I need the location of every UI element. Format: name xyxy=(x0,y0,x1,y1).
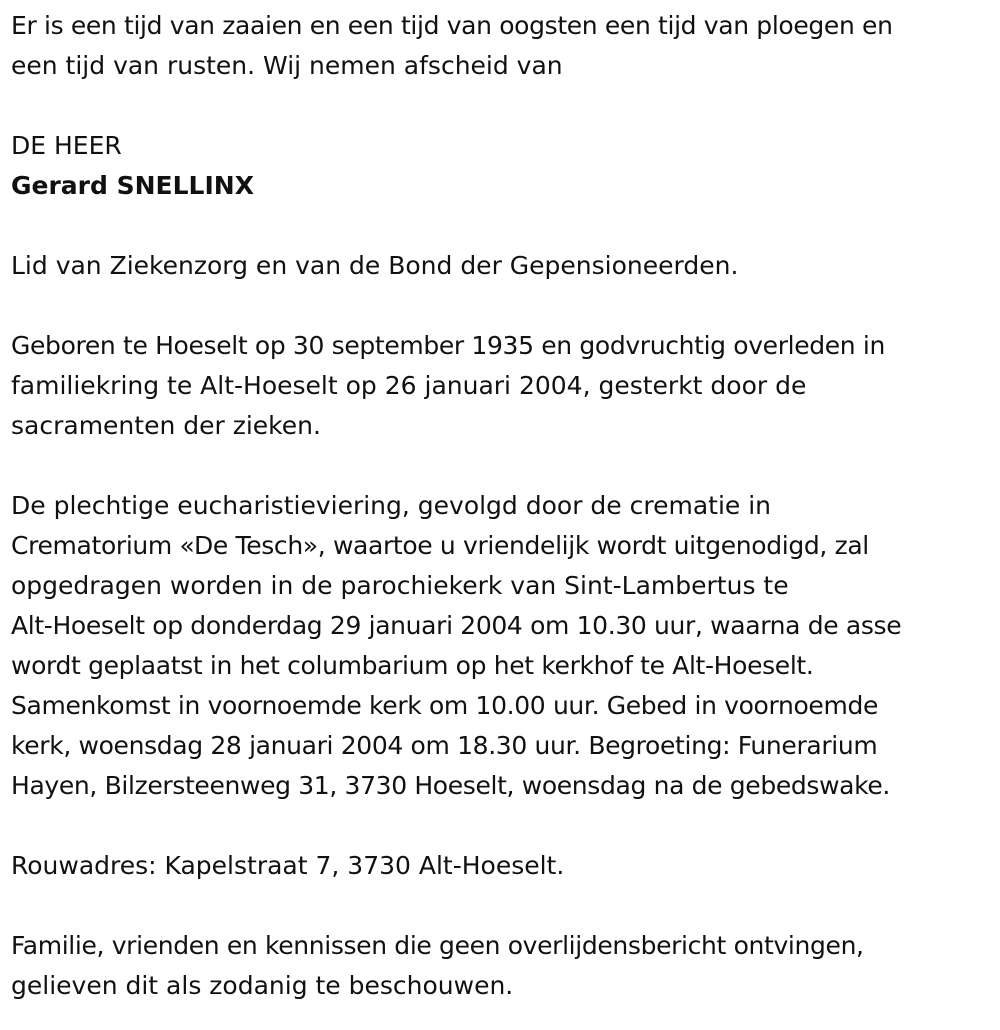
ceremony-line-4: Alt-Hoeselt op donderdag 29 januari 2004 om 10.30 uur, waarna de asse xyxy=(11,611,902,640)
opening-line-1: Er is een tijd van zaaien en een tijd van oogsten een tijd van ploegen en xyxy=(11,11,893,40)
birth-death-line-2: familiekring te Alt-Hoeselt op 26 januari 2004, gesterkt door de xyxy=(11,371,807,400)
spacer xyxy=(11,446,991,486)
ceremony-line-8: Hayen, Bilzersteenweg 31, 3730 Hoeselt, woensdag na de gebedswake. xyxy=(11,771,891,800)
birth-death-paragraph xyxy=(11,326,991,446)
spacer xyxy=(11,806,991,846)
membership-line: Lid van Ziekenzorg en van de Bond der Gepensioneerden. xyxy=(11,251,739,280)
closing-line-1: Familie, vrienden en kennissen die geen overlijdensbericht ontvingen, xyxy=(11,931,864,960)
obituary-notice xyxy=(11,6,991,1006)
deceased-name: Gerard SNELLINX xyxy=(11,171,254,200)
address-paragraph xyxy=(11,846,991,886)
spacer xyxy=(11,286,991,326)
spacer xyxy=(11,86,991,126)
closing-paragraph xyxy=(11,926,991,1006)
deceased-title: DE HEER xyxy=(11,131,122,160)
opening-paragraph xyxy=(11,6,991,86)
ceremony-line-1: De plechtige eucharistieviering, gevolgd door de crematie in xyxy=(11,491,772,520)
opening-line-2: een tijd van rusten. Wij nemen afscheid van xyxy=(11,51,563,80)
membership-paragraph xyxy=(11,246,991,286)
ceremony-line-5: wordt geplaatst in het columbarium op het kerkhof te Alt-Hoeselt. xyxy=(11,651,814,680)
mourning-address: Rouwadres: Kapelstraat 7, 3730 Alt-Hoeselt. xyxy=(11,851,565,880)
closing-line-2: gelieven dit als zodanig te beschouwen. xyxy=(11,971,514,1000)
ceremony-paragraph xyxy=(11,486,991,806)
spacer xyxy=(11,886,991,926)
ceremony-line-3: opgedragen worden in de parochiekerk van Sint-Lambertus te xyxy=(11,571,789,600)
birth-death-line-3: sacramenten der zieken. xyxy=(11,411,321,440)
spacer xyxy=(11,206,991,246)
ceremony-line-7: kerk, woensdag 28 januari 2004 om 18.30 uur. Begroeting: Funerarium xyxy=(11,731,878,760)
birth-death-line-1: Geboren te Hoeselt op 30 september 1935 en godvruchtig overleden in xyxy=(11,331,885,360)
ceremony-line-2: Crematorium «De Tesch», waartoe u vriendelijk wordt uitgenodigd, zal xyxy=(11,531,869,560)
deceased-block xyxy=(11,126,991,206)
ceremony-line-6: Samenkomst in voornoemde kerk om 10.00 uur. Gebed in voornoemde xyxy=(11,691,879,720)
